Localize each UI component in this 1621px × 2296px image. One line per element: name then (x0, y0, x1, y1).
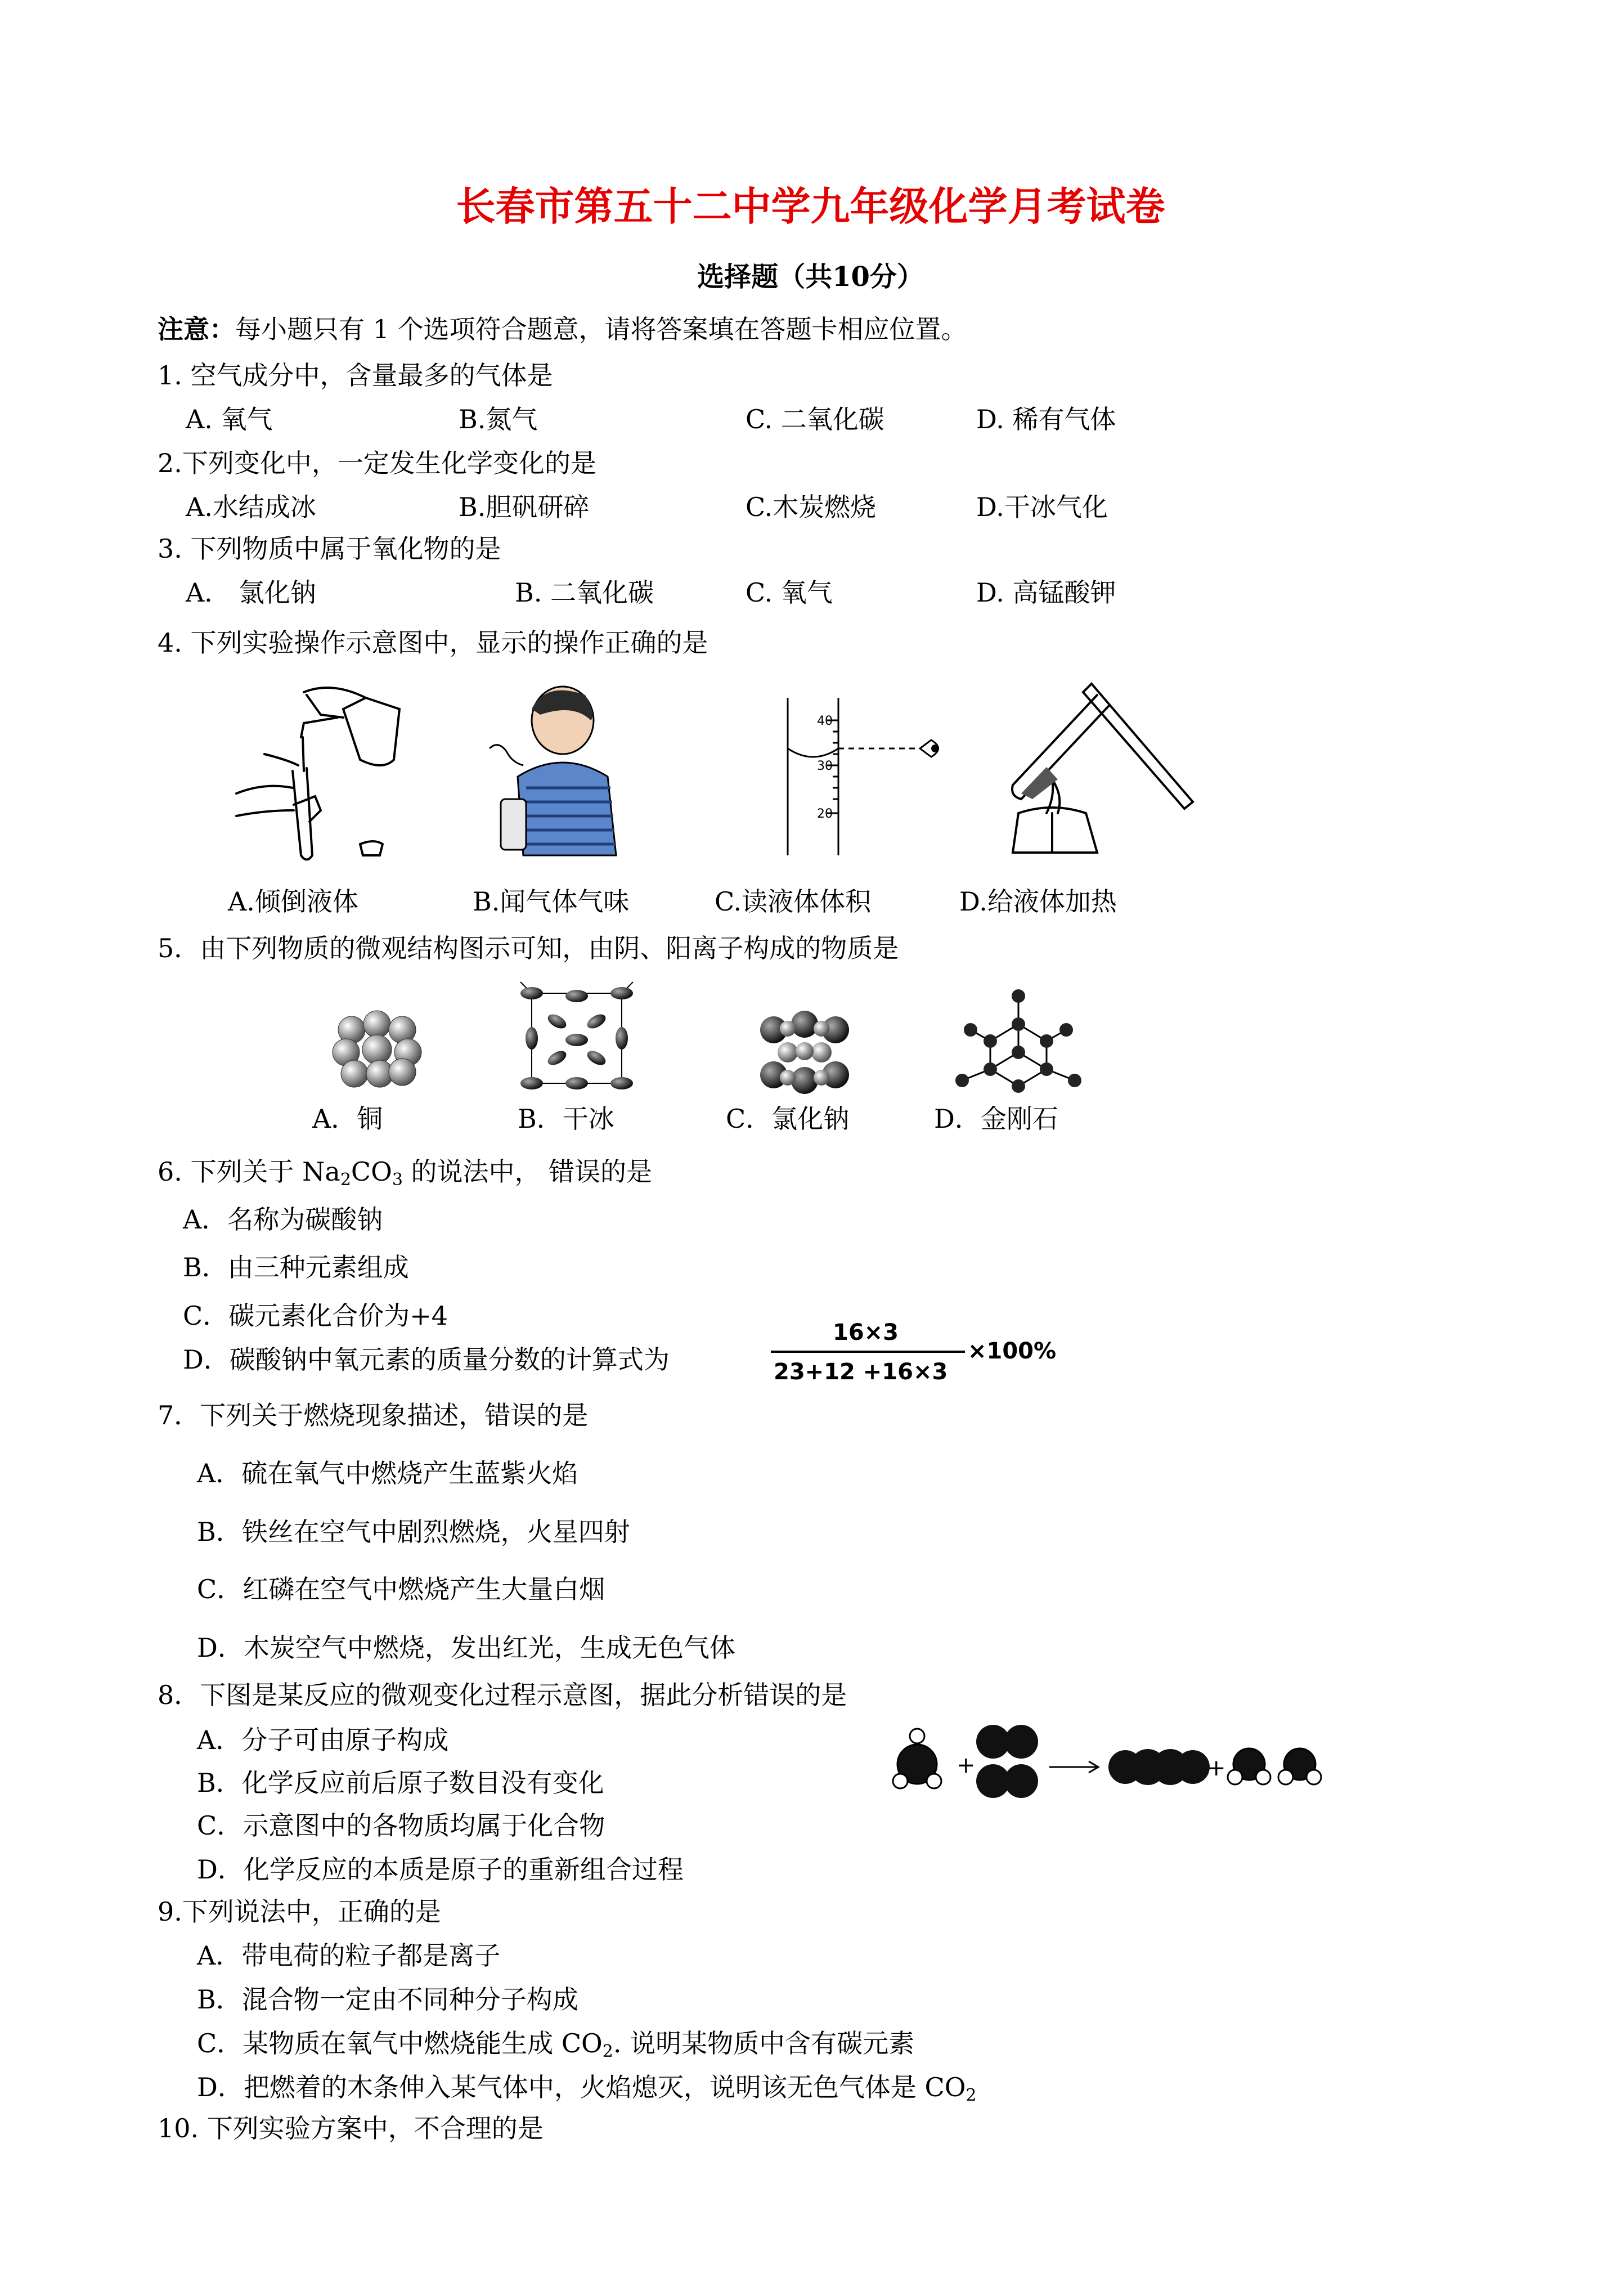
q6-stem (158, 1155, 652, 1189)
q3-option-a: A． 氯化钠 (186, 577, 316, 608)
figure-smelling-gas (478, 681, 625, 861)
q2-option-b: B.胆矾研碎 (459, 492, 590, 522)
q6-stem-mid: CO (351, 1156, 392, 1187)
q3-stem: 3. 下列物质中属于氧化物的是 (158, 533, 501, 564)
q4-stem: 4. 下列实验操作示意图中，显示的操作正确的是 (158, 627, 708, 658)
note (158, 312, 967, 346)
q9-option-c (197, 2026, 914, 2060)
q6-option-c: C．碳元素化合价为+4 (183, 1301, 448, 1331)
q8-option-c: C．示意图中的各物质均属于化合物 (197, 1810, 605, 1841)
figure-reading-volume (776, 698, 957, 861)
q2-option-d: D.干冰气化 (976, 492, 1108, 522)
q2-option-a: A.水结成冰 (186, 492, 316, 522)
q1-stem: 1. 空气成分中，含量最多的气体是 (158, 360, 553, 391)
q6-option-b: B．由三种元素组成 (183, 1252, 409, 1282)
q7-option-b: B．铁丝在空气中剧烈燃烧，火星四射 (197, 1517, 630, 1547)
note-text: 每小题只有 1 个选项符合题意，请将答案填在答题卡相应位置。 (235, 314, 967, 344)
tick-label-20: 20 (817, 807, 833, 821)
q5-option-a: A．铜 (312, 1104, 383, 1134)
q10-stem: 10. 下列实验方案中，不合理的是 (158, 2113, 544, 2143)
q9-option-c-pre: C．某物质在氧气中燃烧能生成 CO (197, 2028, 603, 2059)
q7-option-a: A．硫在氧气中燃烧产生蓝紫火焰 (197, 1458, 578, 1488)
q9-option-d-pre: D．把燃着的木条伸入某气体中，火焰熄灭，说明该无色气体是 CO (197, 2072, 966, 2102)
q9-stem: 9.下列说法中，正确的是 (158, 1896, 441, 1927)
q6-stem-post: 的说法中， 错误的是 (402, 1156, 653, 1187)
tick-label-30: 30 (817, 759, 833, 773)
q8-option-d: D．化学反应的本质是原子的重新组合过程 (197, 1854, 684, 1885)
structure-sodium-chloride (754, 1007, 855, 1097)
page-title: 长春市第五十二中学九年级化学月考试卷 (456, 183, 1165, 230)
q8-option-b: B．化学反应前后原子数目没有变化 (197, 1768, 604, 1798)
q8-option-a: A．分子可由原子构成 (197, 1725, 449, 1755)
section-heading: 选择题（共10分） (697, 261, 924, 293)
svg-text:+: + (957, 1752, 976, 1778)
q7-stem: 7．下列关于燃烧现象描述，错误的是 (158, 1400, 589, 1430)
q6-stem-sub1: 2 (340, 1170, 351, 1190)
q9-option-d-sub: 2 (966, 2086, 977, 2105)
q6-stem-sub2: 3 (392, 1170, 403, 1190)
q9-option-b: B．混合物一定由不同种分子构成 (197, 1984, 578, 2015)
q9-option-c-sub: 2 (602, 2042, 613, 2061)
q2-stem: 2.下列变化中，一定发生化学变化的是 (158, 448, 596, 478)
q9-option-d (197, 2070, 977, 2104)
q6-option-a: A．名称为碳酸钠 (183, 1204, 383, 1235)
note-label: 注意： (158, 314, 235, 344)
q4-option-d: D.给液体加热 (959, 886, 1117, 917)
q7-option-c: C．红磷在空气中燃烧产生大量白烟 (197, 1574, 605, 1604)
structure-copper (329, 1007, 425, 1092)
q5-option-b: B．干冰 (518, 1104, 614, 1134)
q3-option-c: C. 氧气 (746, 577, 833, 608)
tick-label-40: 40 (817, 714, 833, 728)
svg-text:+: + (1207, 1755, 1226, 1781)
q1-option-d: D. 稀有气体 (976, 404, 1116, 434)
q6-stem-pre: 6. 下列关于 Na (158, 1156, 340, 1187)
q4-option-a: A.倾倒液体 (228, 886, 358, 917)
fraction-denominator: 23+12 +16×3 (774, 1359, 948, 1385)
q5-option-d: D．金刚石 (934, 1104, 1058, 1134)
fraction-bar (771, 1351, 965, 1353)
q7-option-d: D．木炭空气中燃烧，发出红光，生成无色气体 (197, 1633, 735, 1663)
q8-stem: 8．下图是某反应的微观变化过程示意图，据此分析错误的是 (158, 1680, 847, 1710)
figure-heating-liquid (1002, 672, 1204, 864)
fraction-numerator: 16×3 (833, 1320, 899, 1346)
figure-pouring-liquid (231, 675, 411, 867)
q1-option-c: C. 二氧化碳 (746, 404, 884, 434)
structure-diamond (945, 985, 1092, 1097)
q1-option-b: B.氮气 (459, 404, 538, 434)
q3-option-d: D. 高锰酸钾 (976, 577, 1116, 608)
q5-option-c: C．氯化钠 (726, 1104, 850, 1134)
q5-stem: 5．由下列物质的微观结构图示可知，由阴、阳离子构成的物质是 (158, 933, 899, 963)
q4-option-b: B.闻气体气味 (473, 886, 630, 917)
q9-option-a: A．带电荷的粒子都是离子 (197, 1940, 501, 1971)
q1-option-a: A. 氧气 (186, 404, 273, 434)
q2-option-c: C.木炭燃烧 (746, 492, 877, 522)
q9-option-c-post: . 说明某物质中含有碳元素 (613, 2028, 915, 2059)
q3-option-b: B. 二氧化碳 (515, 577, 654, 608)
q6-option-d: D．碳酸钠中氧元素的质量分数的计算式为 (183, 1344, 670, 1375)
q4-option-c: C.读液体体积 (715, 886, 872, 917)
structure-dry-ice (518, 979, 636, 1092)
fraction-tail: ×100% (968, 1338, 1057, 1364)
reaction-diagram (889, 1716, 1339, 1812)
